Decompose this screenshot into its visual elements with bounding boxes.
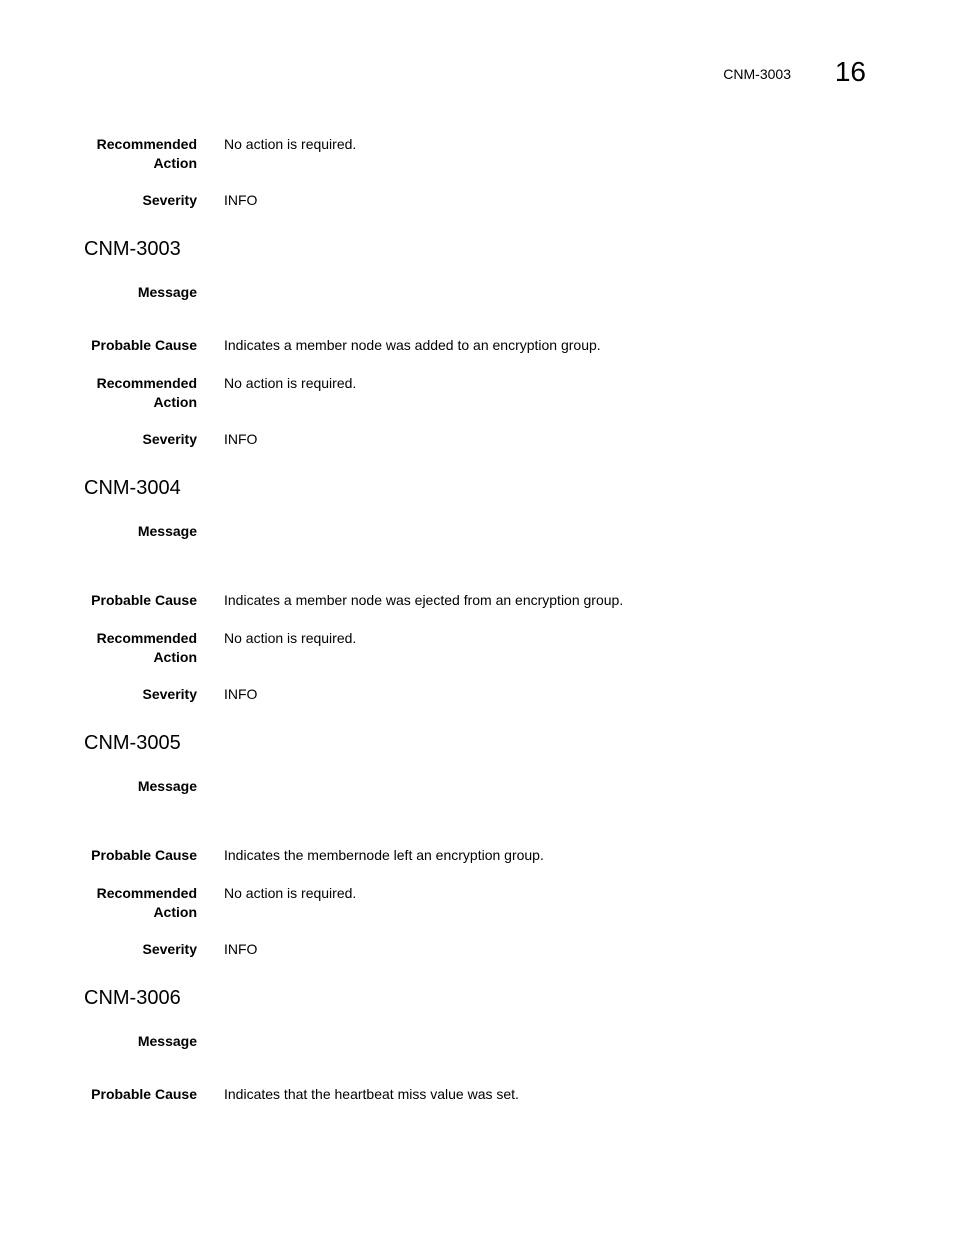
probable-cause-label: Probable Cause <box>91 337 197 353</box>
probable-cause-label: Probable Cause <box>91 1086 197 1102</box>
message-label: Message <box>137 284 197 300</box>
probable-cause-value: Indicates a member node was ejected from an encryption group. <box>224 592 624 608</box>
message-label: Message <box>137 523 197 539</box>
severity-value: INFO <box>224 941 258 957</box>
recommended-action-label: Recommended Action <box>96 136 197 171</box>
message-label: Message <box>137 1033 197 1049</box>
recommended-action-value: No action is required. <box>224 136 357 152</box>
entry-heading: CNM-3003 <box>84 238 181 260</box>
severity-value: INFO <box>224 686 258 702</box>
entry-heading: CNM-3006 <box>84 987 181 1009</box>
severity-value: INFO <box>224 431 258 447</box>
entry-heading: CNM-3005 <box>84 732 181 754</box>
chapter-number: 16 <box>834 56 866 87</box>
probable-cause-value: Indicates the membernode left an encryption group. <box>224 847 544 863</box>
recommended-action-label: Recommended Action <box>96 630 197 665</box>
recommended-action-label: Recommended Action <box>96 375 197 410</box>
recommended-action-value: No action is required. <box>224 630 357 646</box>
severity-label: Severity <box>142 686 197 702</box>
message-label: Message <box>137 778 197 794</box>
probable-cause-value: Indicates a member node was added to an encryption group. <box>224 337 601 353</box>
severity-label: Severity <box>142 941 197 957</box>
probable-cause-label: Probable Cause <box>91 592 197 608</box>
probable-cause-value: Indicates that the heartbeat miss value was set. <box>224 1086 519 1102</box>
recommended-action-value: No action is required. <box>224 375 357 391</box>
probable-cause-label: Probable Cause <box>91 847 197 863</box>
running-title: CNM-3003 <box>723 66 791 82</box>
entry-heading: CNM-3004 <box>84 477 181 499</box>
severity-label: Severity <box>142 192 197 208</box>
severity-label: Severity <box>142 431 197 447</box>
recommended-action-label: Recommended Action <box>96 885 197 920</box>
recommended-action-value: No action is required. <box>224 885 357 901</box>
severity-value: INFO <box>224 192 258 208</box>
